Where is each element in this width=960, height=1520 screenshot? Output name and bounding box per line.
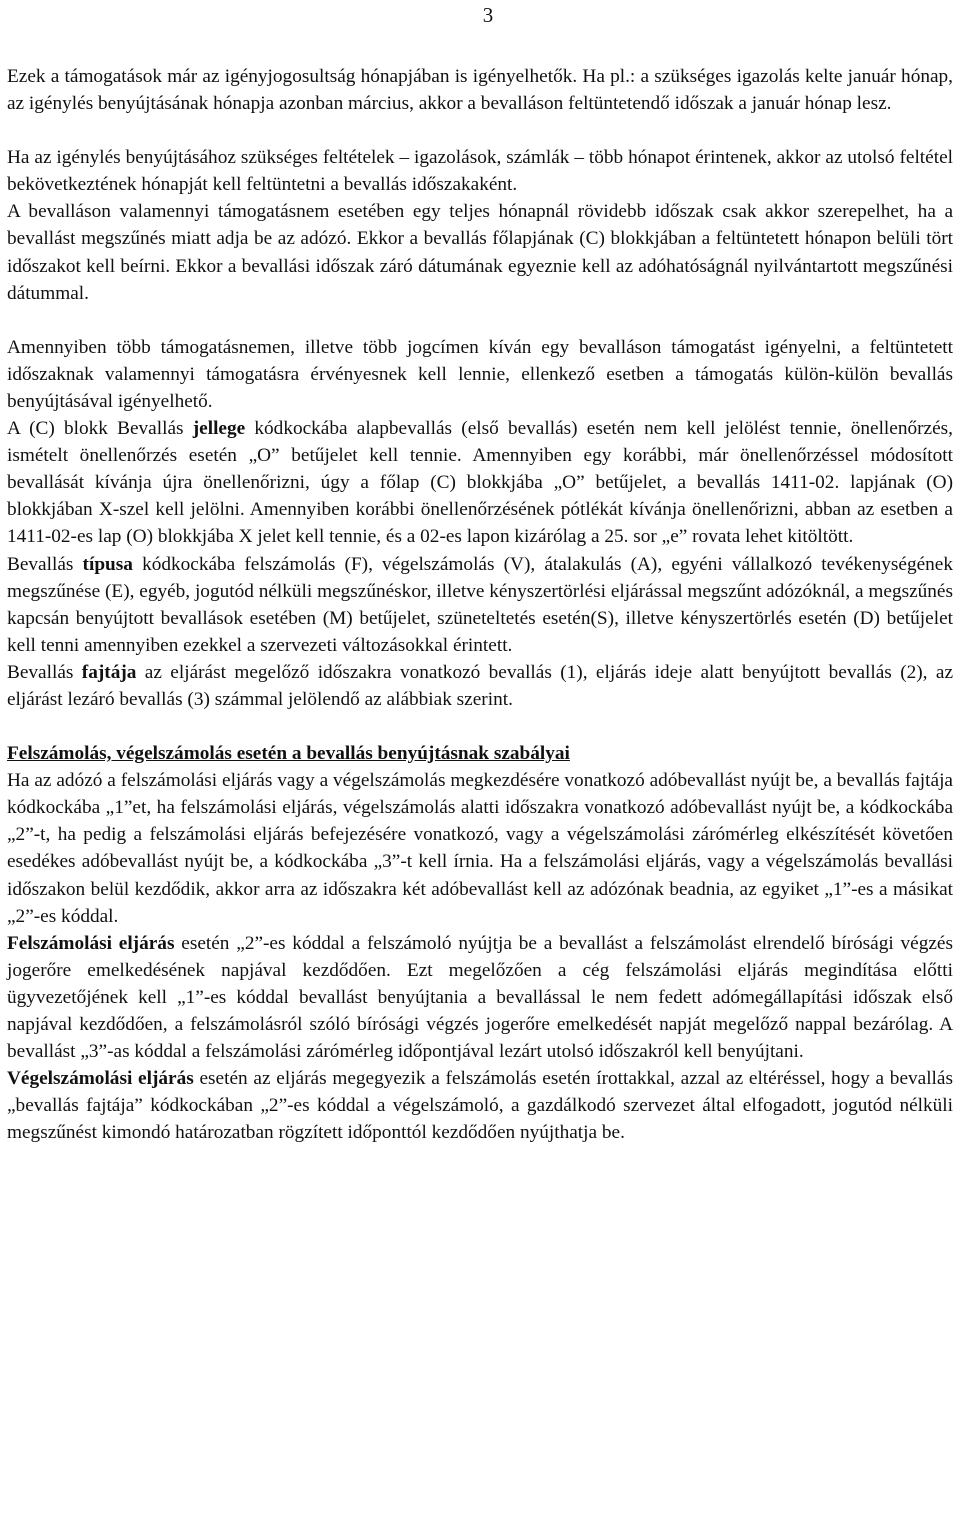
keyword-fajtaja: fajtája [81,661,137,683]
paragraph-tipusa-lead: Bevallás [7,553,83,575]
paragraph-felszamolasi [7,930,953,1065]
paragraph-2: Ha az igénylés benyújtásához szükséges feltételek – igazolások, számlák – több hónapot érintenek, akkor az utolsó feltétel bekövetkeztének hónapját kell feltüntetni a bevallás időszakaként. [7,147,953,196]
section-heading: Felszámolás, végelszámolás esetén a bevallás benyújtásnak szabályai [7,743,570,765]
paragraph-8: Ha az adózó a felszámolási eljárás vagy a végelszámolás megkezdésére vonatkozó adóbevallást nyújt be, a bevallás fajtája kódkockába „1”et, ha felszámolási eljárás, végelszámolás alatti időszakra vonatkozó adóbevallást nyújt be, a kódkockába „2”-t, ha pedig a felszámolási eljárás befejezésére vonatkozó, vagy a végelszámolási zárómérleg elkészítését követően esedékes adóbevallást nyújt be, a kódkockába „3”-t kell írnia. Ha a felszámolási eljárás, vagy a végelszámolás bevallási időszakon belül kezdődik, akkor arra az időszakra két adóbevallást kell az adózónak beadnia, az egyiket „1”-es a másikat „2”-es kóddal. [7,770,953,927]
paragraph-3: A bevalláson valamennyi támogatásnem esetében egy teljes hónapnál rövidebb időszak csak akkor szerepelhet, ha a bevallást megszűnés miatt adja be az adózó. Ekkor a bevallás főlapjának (C) blokkjában a feltüntetett hónapon belüli tört időszakot kell beírni. Ekkor a bevallási időszak záró dátumának egyeznie kell az adóhatóságnál nyilvántartott megszűnési dátummal. [7,201,953,304]
paragraph-gap [7,713,953,740]
paragraph-1: Ezek a támogatások már az igényjogosultság hónapjában is igényelhetők. Ha pl.: a szükséges igazolás kelte január hónap, az igénylés benyújtásának hónapja azonban március, akkor a bevalláson feltüntetendő időszak a január hónap lesz. [7,66,953,115]
keyword-tipusa: típusa [82,553,133,575]
paragraph-felszamolasi-text: esetén „2”-es kóddal a felszámoló nyújtja be a bevallást a felszámolást elrendelő bírósági végzés jogerőre emelkedésének napjával kezdődően. Ezt megelőzően a cég felszámolási eljárás megindítása előtti ügyvezetőjének kell „1”-es kóddal bevallást benyújtania a bevallással le nem fedett adómegállapítási időszak első napjával kezdődően, a felszámolásról szóló bírósági végzés jogerőre emelkedését napját megelőző nappal bezárólag. A bevallást „3”-as kóddal a felszámolási zárómérleg időpontjával lezárt utolsó időszakról kell benyújtani. [7,932,953,1063]
paragraph-tipusa [7,551,953,659]
keyword-jellege: jellege [192,418,246,440]
paragraph-gap [7,307,953,334]
document-body [7,63,953,1146]
paragraph-vegelszamolasi [7,1065,953,1146]
paragraph-gap [7,117,953,144]
paragraph-fajtaja [7,659,953,713]
paragraph-vegelszamolasi-text: esetén az eljárás megegyezik a felszámolás esetén írottakkal, azzal az eltéréssel, hogy a bevallás „bevallás fajtája” kódkockában „2”-es kóddal a végelszámoló, a gazdálkodó szervezet által elfogadott, jogutód nélküli megszűnést kimondó határozatban rögzített időponttól kezdődően nyújthatja be. [7,1068,953,1144]
paragraph-fajtaja-text: az eljárást megelőző időszakra vonatkozó bevallás (1), eljárás ideje alatt benyújtott bevallás (2), az eljárást lezáró bevallás (3) számmal jelölendő az alábbiak szerint. [7,661,954,710]
keyword-vegelszamolasi-eljaras: Végelszámolási eljárás [7,1068,194,1090]
paragraph-jellege [7,415,953,550]
paragraph-fajtaja-lead: Bevallás [7,661,82,683]
keyword-felszamolasi-eljaras: Felszámolási eljárás [7,932,175,954]
page-number: 3 [482,3,494,27]
paragraph-tipusa-text: kódkockába felszámolás (F), végelszámolás (V), átalakulás (A), egyéni vállalkozó tevékenységének megszűnése (E), egyéb, jogutód nélküli megszűnéskor, illetve kényszertörlési eljárással megszűnt adózóknál, a megszűnés kapcsán benyújtott bevallások esetében (M) betűjelet, szüneteltetés esetén(S), illetve kényszertörlés esetén (D) betűjelet kell tenni amennyiben ezekkel a szervezeti változásokkal érintett. [7,553,954,656]
paragraph-jellege-text: kódkockába alapbevallás (első bevallás) esetén nem kell jelölést tennie, önellenőrzés, ismételt önellenőrzés esetén „O” betűjelet kell tennie. Amennyiben egy korábbi, már önellenőrzéssel módosított bevallását kívánja újra önellenőrizni, úgy a főlap (C) blokkjába „O” betűjelet, a bevallás 1411-02. lapjának (O) blokkjában X-szel kell jelölni. Amennyiben korábbi önellenőrzésének pótlékát kívánja önellenőrizni, abban az esetben a 1411-02-es lap (O) blokkjába X jelet kell tennie, és a 02-es lapon kizárólag a 25. sor „e” rovata lehet kitöltött. [7,418,953,548]
paragraph-4: Amennyiben több támogatásnemen, illetve több jogcímen kíván egy bevalláson támogatást igényelni, a feltüntetett időszaknak valamennyi támogatásra érvényesnek kell lennie, ellenkező esetben a támogatás külön-külön bevallás benyújtásával igényelhető. [7,336,953,412]
paragraph-jellege-lead: A (C) blokk Bevallás [7,418,193,440]
